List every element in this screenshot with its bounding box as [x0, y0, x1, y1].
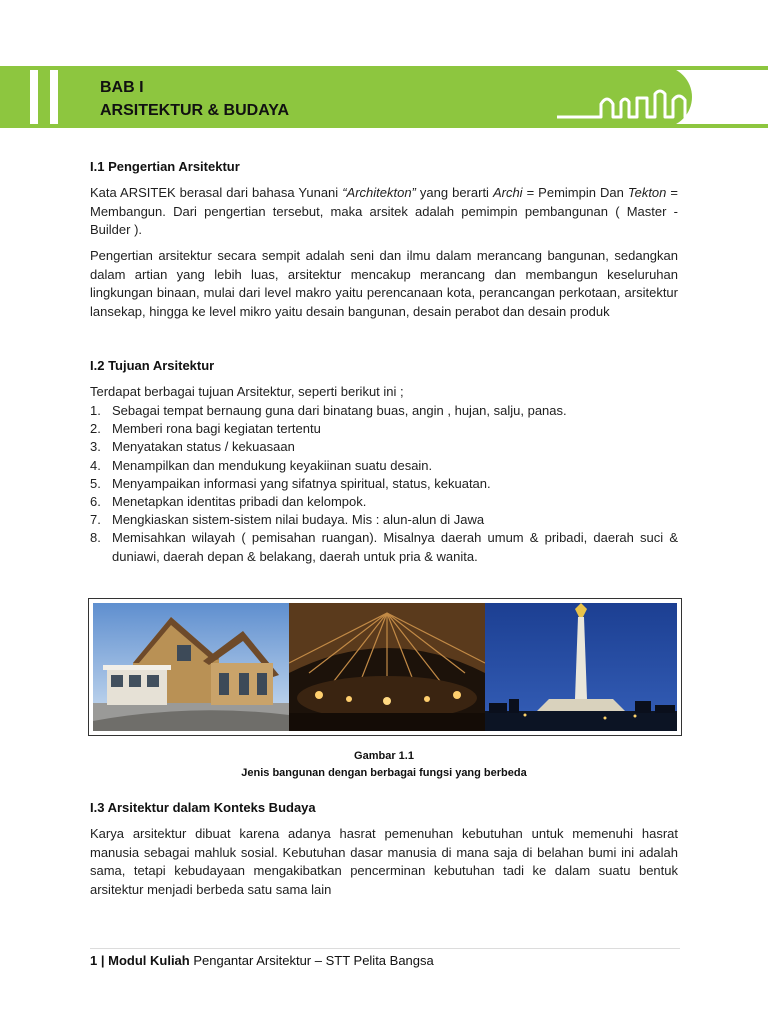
list-item: [90, 529, 678, 565]
list-text: Menyatakan status / kekuasaan: [112, 439, 295, 455]
section-heading: I.2 Tujuan Arsitektur: [90, 358, 215, 373]
list-item: [90, 438, 678, 456]
paragraph: [90, 184, 678, 240]
list-item: [90, 402, 678, 420]
house-image: [93, 603, 289, 731]
figure-frame: [88, 598, 682, 736]
list-intro: Terdapat berbagai tujuan Arsitektur, seperti berikut ini ;: [90, 384, 404, 399]
figure-caption: Jenis bangunan dengan berbagai fungsi yang berbeda: [241, 767, 527, 779]
objectives-list: [90, 402, 678, 566]
list-item: [90, 493, 678, 511]
text-run: = Pemimpin Dan: [522, 185, 628, 200]
footer-rule: [90, 948, 680, 949]
header-stripe: [0, 66, 30, 128]
header-stripe: [38, 66, 50, 128]
figure-label: Gambar 1.1: [354, 750, 414, 762]
section-heading: I.3 Arsitektur dalam Konteks Budaya: [90, 800, 316, 815]
text-run: Kata ARSITEK berasal dari bahasa Yunani: [90, 185, 343, 200]
list-text: Memisahkan wilayah ( pemisahan ruangan). Misalnya daerah umum & pribadi, daerah suci & duniawi, daerah depan & belakang, daerah untuk pria & wanita.: [112, 530, 678, 564]
list-text: Sebagai tempat bernaung guna dari binatang buas, angin , hujan, salju, panas.: [112, 403, 567, 418]
text-run: yang berarti: [415, 185, 493, 200]
chapter-name: ARSITEKTUR & BUDAYA: [100, 102, 290, 119]
list-number: 8.: [90, 530, 101, 546]
page-footer: [90, 953, 434, 968]
list-number: 2.: [90, 421, 101, 437]
list-number: 3.: [90, 439, 101, 455]
city-skyline-icon: [555, 80, 695, 124]
footer-module: Modul Kuliah: [108, 953, 190, 968]
chapter-title: [100, 76, 289, 122]
list-text: Menampilkan dan mendukung keyakiinan suatu desain.: [112, 457, 433, 473]
list-number: 7.: [90, 512, 101, 528]
footer-separator: |: [100, 953, 105, 968]
list-item: [90, 457, 678, 475]
list-number: 5.: [90, 475, 101, 491]
text-run: = Membangun. Dari pengertian tersebut, maka arsitek adalah pemimpin pembangunan ( Master - Builder ).: [90, 185, 679, 237]
list-number: 6.: [90, 494, 101, 510]
text-run-italic: Archi: [492, 185, 523, 200]
list-item: [90, 420, 678, 438]
list-text: Mengkiaskan sistem-sistem nilai budaya. Mis : alun-alun di Jawa: [112, 512, 485, 528]
list-number: 4.: [90, 457, 101, 473]
monument-image: [485, 603, 677, 731]
text-run-italic: “Architekton”: [342, 185, 416, 200]
list-text: Menetapkan identitas pribadi dan kelompok.: [112, 494, 367, 510]
text-run-italic: Tekton: [627, 185, 667, 200]
list-item: [90, 475, 678, 493]
list-text: Memberi rona bagi kegiatan tertentu: [112, 421, 321, 437]
paragraph: Pengertian arsitektur secara sempit adalah seni dan ilmu dalam merancang bangunan, sedangkan dalam artian yang lebih luas, arsitektur mencakup merancang dan membangun keseluruhan lingkungan binaan, mulai dari level makro yaitu perencanaan kota, perancangan perkotaan, arsitektur lansekap, hingga ke level mikro yaitu desain bangunan, desain perabot dan desain produk: [90, 248, 678, 319]
interior-hall-image: [289, 603, 485, 731]
footer-course: Pengantar Arsitektur – STT Pelita Bangsa: [189, 953, 434, 968]
list-item: [90, 511, 678, 529]
paragraph: Karya arsitektur dibuat karena adanya hasrat pemenuhan kebutuhan untuk memenuhi hasrat manusia sebagai mahluk sosial. Kebutuhan dasar manusia di mana saja di belahan bumi ini adalah sama, tetapi kebudayaan mengakibatkan pencerminan kebutuhan tadi ke dalam suatu bentuk arsitektur menjadi berbeda satu sama lain: [90, 826, 678, 897]
list-number: 1.: [90, 403, 101, 418]
list-text: Menyampaikan informasi yang sifatnya spiritual, status, kekuatan.: [112, 475, 491, 491]
page-number: 1: [90, 953, 98, 968]
section-heading: I.1 Pengertian Arsitektur: [90, 159, 240, 174]
chapter-number: BAB I: [100, 79, 144, 96]
